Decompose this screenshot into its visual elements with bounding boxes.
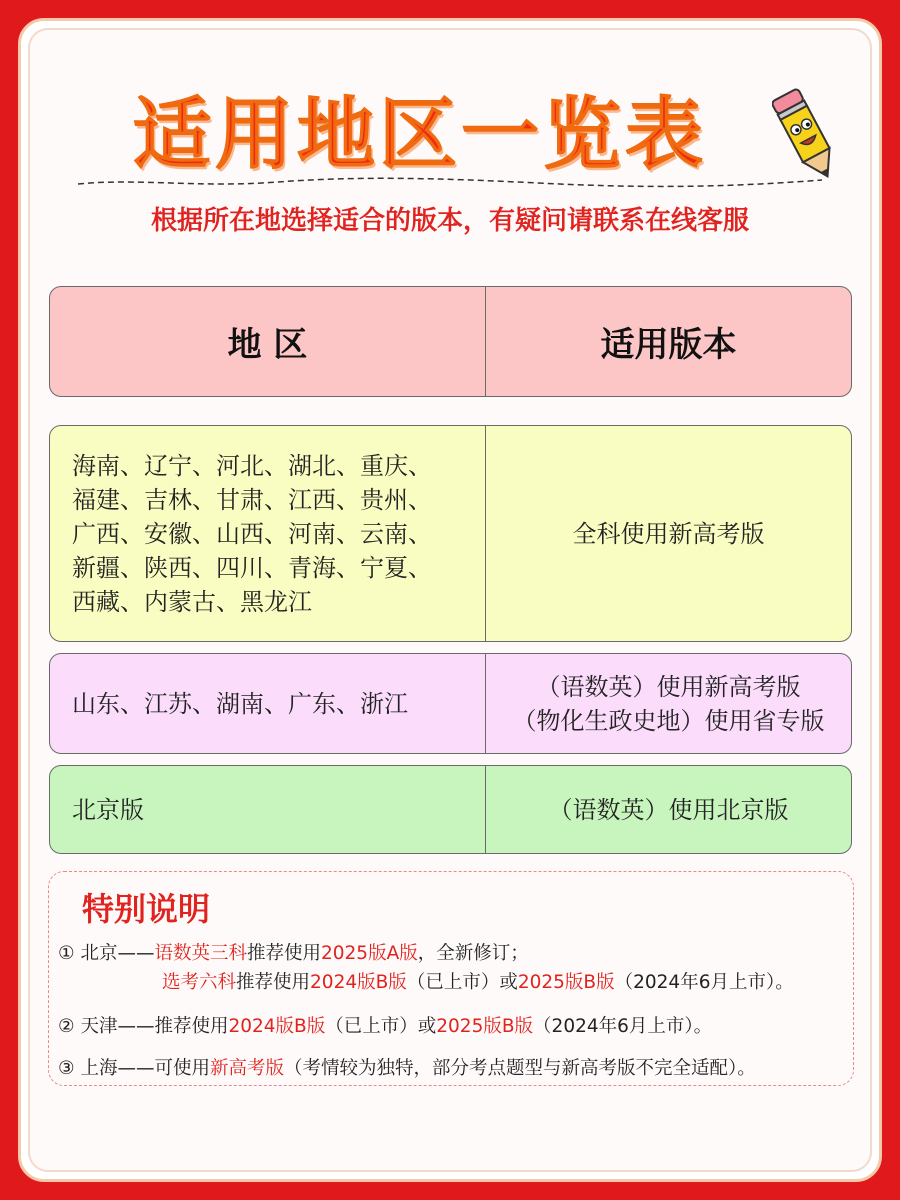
header-edition-label: 适用版本 — [600, 325, 737, 365]
region-cell — [50, 426, 486, 641]
note-highlight: 2025版B版 — [436, 1016, 534, 1037]
edition-line: 全科使用新高考版 — [572, 519, 765, 548]
region-cell — [50, 766, 486, 853]
region-cell — [50, 654, 486, 753]
edition-line: （物化生政史地）使用省专版 — [512, 706, 825, 735]
note-highlight: 选考六科 — [162, 972, 237, 993]
edition-cell — [486, 766, 851, 853]
note-text: （2024年6月上市）。 — [533, 1016, 713, 1037]
note-text: （考情较为独特，部分考点题型与新高考版不完全适配）。 — [283, 1058, 756, 1079]
region-line: 西藏、内蒙古、黑龙江 — [72, 587, 312, 616]
region-line: 福建、吉林、甘肃、江西、贵州、 — [72, 485, 432, 514]
note-line-1 — [58, 939, 529, 965]
note-text: （已上市）或 — [325, 1016, 437, 1037]
edition-line: （语数英）使用北京版 — [548, 795, 789, 824]
region-line: 北京版 — [72, 795, 144, 824]
page-title: 适用地区一览表 — [132, 90, 707, 180]
header-cell-region — [50, 287, 486, 396]
notes-title: 特别说明 — [82, 890, 211, 928]
note-highlight: 2025版B版 — [517, 972, 615, 993]
note-text: ，全新修订； — [417, 943, 529, 964]
subtitle: 根据所在地选择适合的版本，有疑问请联系在线客服 — [150, 206, 749, 236]
note-highlight: 语数英三科 — [154, 943, 247, 964]
table-header-row — [49, 286, 852, 397]
pencil-mascot-icon — [772, 84, 838, 184]
note-highlight: 2024版B版 — [228, 1016, 326, 1037]
header-cell-edition — [486, 287, 851, 396]
note-text: 推荐使用 — [246, 943, 321, 964]
note-highlight: 新高考版 — [209, 1058, 284, 1079]
note-line-1b — [162, 968, 794, 994]
note-highlight: 2024版B版 — [310, 972, 407, 993]
note-text: （已上市）或 — [406, 972, 518, 993]
note-text: ① 北京—— — [58, 943, 155, 964]
note-text: 推荐使用 — [236, 972, 311, 993]
region-line: 新疆、陕西、四川、青海、宁夏、 — [72, 553, 432, 582]
table-row — [49, 425, 852, 642]
header-region-label: 地 区 — [227, 325, 308, 365]
table-row — [49, 653, 852, 754]
edition-cell — [486, 426, 851, 641]
note-highlight: 2025版A版 — [321, 943, 418, 964]
note-text: ② 天津——推荐使用 — [58, 1016, 229, 1037]
table-row — [49, 765, 852, 854]
region-line: 海南、辽宁、河北、湖北、重庆、 — [72, 451, 432, 480]
dashed-divider — [78, 176, 822, 190]
note-line-2 — [58, 1012, 712, 1038]
region-line: 广西、安徽、山西、河南、云南、 — [72, 519, 432, 548]
region-line: 山东、江苏、湖南、广东、浙江 — [72, 689, 408, 718]
edition-line: （语数英）使用新高考版 — [536, 672, 801, 701]
note-line-3 — [58, 1054, 756, 1080]
note-text: ③ 上海——可使用 — [58, 1058, 210, 1079]
edition-cell — [486, 654, 851, 753]
note-text: （2024年6月上市）。 — [614, 972, 794, 993]
